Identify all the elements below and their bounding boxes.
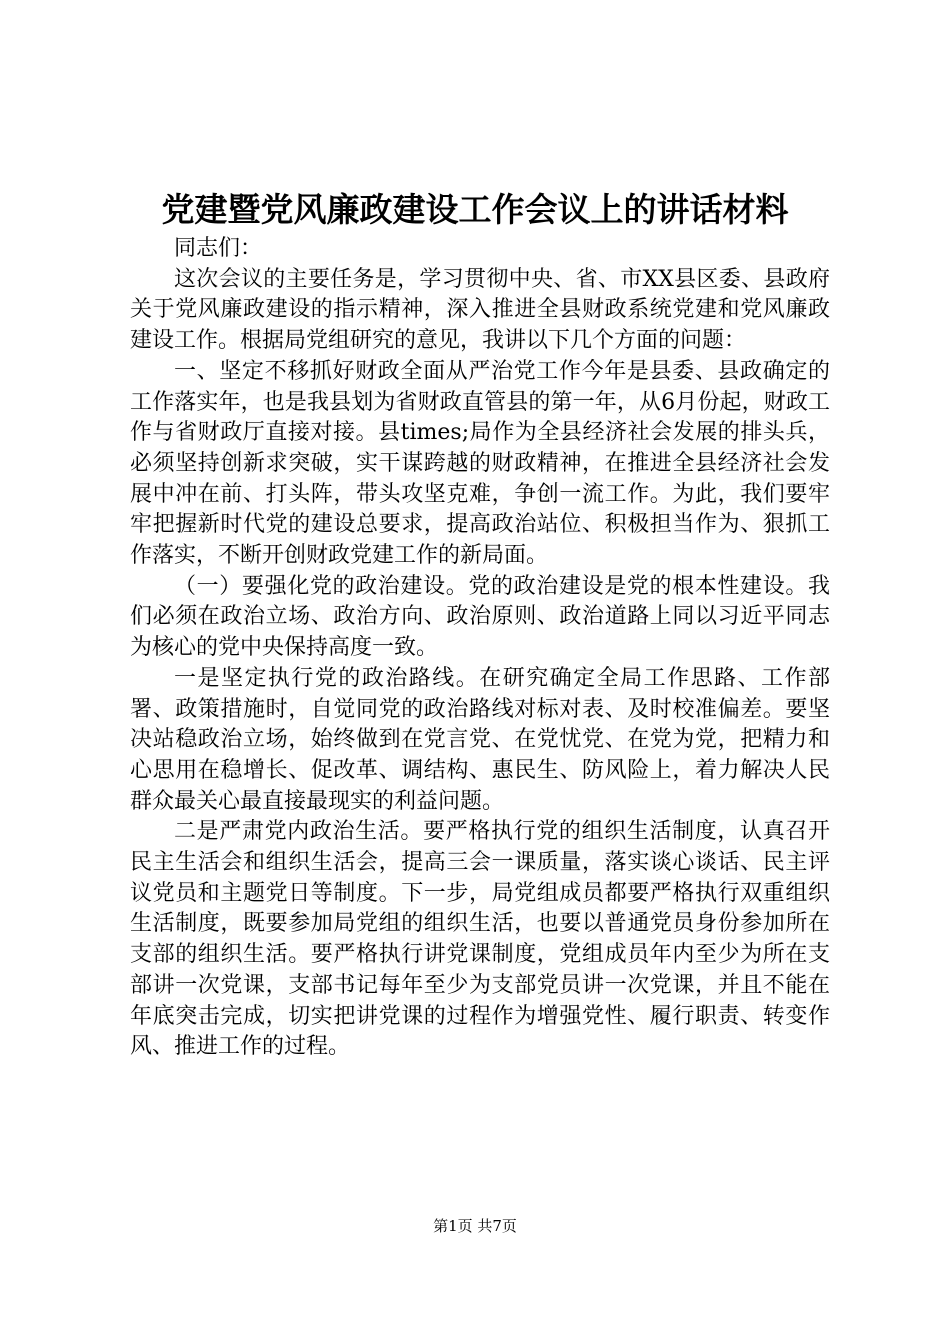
document-title: 党建暨党风廉政建设工作会议上的讲话材料 [161, 190, 789, 229]
body-paragraph: 一是坚定执行党的政治路线。在研究确定全局工作思路、工作部署、政策措施时，自觉同党的政治路线对标对表、及时校准偏差。要坚决站稳政治立场，始终做到在党言党、在党忧党、在党为党，把精力和心思用在稳增长、促改革、调结构、惠民生、防风险上，着力解决人民群众最关心最直接最现实的利益问题。 [130, 665, 830, 814]
page-number-footer: 第1页 共7页 [433, 1217, 517, 1235]
body-paragraph: 二是严肃党内政治生活。要严格执行党的组织生活制度，认真召开民主生活会和组织生活会，提高三会一课质量，落实谈心谈话、民主评议党员和主题党日等制度。下一步，局党组成员都要严格执行双重组织生活制度，既要参加局党组的组织生活，也要以普通党员身份参加所在支部的组织生活。要严格执行讲党课制度，党组成员年内至少为所在支部讲一次党课，支部书记每年至少为支部党员讲一次党课，并且不能在年底突击完成，切实把讲党课的过程作为增强党性、履行职责、转变作风、推进工作的过程。 [130, 819, 830, 1060]
salutation-paragraph: 同志们： [174, 236, 263, 261]
body-paragraph: （一）要强化党的政治建设。党的政治建设是党的根本性建设。我们必须在政治立场、政治方向、政治原则、政治道路上同以习近平同志为核心的党中央保持高度一致。 [130, 573, 830, 661]
body-paragraph: 这次会议的主要任务是，学习贯彻中央、省、市XX县区委、县政府关于党风廉政建设的指示精神，深入推进全县财政系统党建和党风廉政建设工作。根据局党组研究的意见，我讲以下几个方面的问题： [130, 266, 830, 354]
document-body [130, 234, 830, 1063]
body-paragraph: 一、坚定不移抓好财政全面从严治党工作今年是县委、县政确定的工作落实年，也是我县划为省财政直管县的第一年，从6月份起，财政工作与省财政厅直接对接。县times;局作为全县经济社会发展的排头兵，必须坚持创新求突破，实干谋跨越的财政精神，在推进全县经济社会发展中冲在前、打头阵，带头攻坚克难，争创一流工作。为此，我们要牢牢把握新时代党的建设总要求，提高政治站位、积极担当作为、狠抓工作落实，不断开创财政党建工作的新局面。 [130, 358, 830, 569]
